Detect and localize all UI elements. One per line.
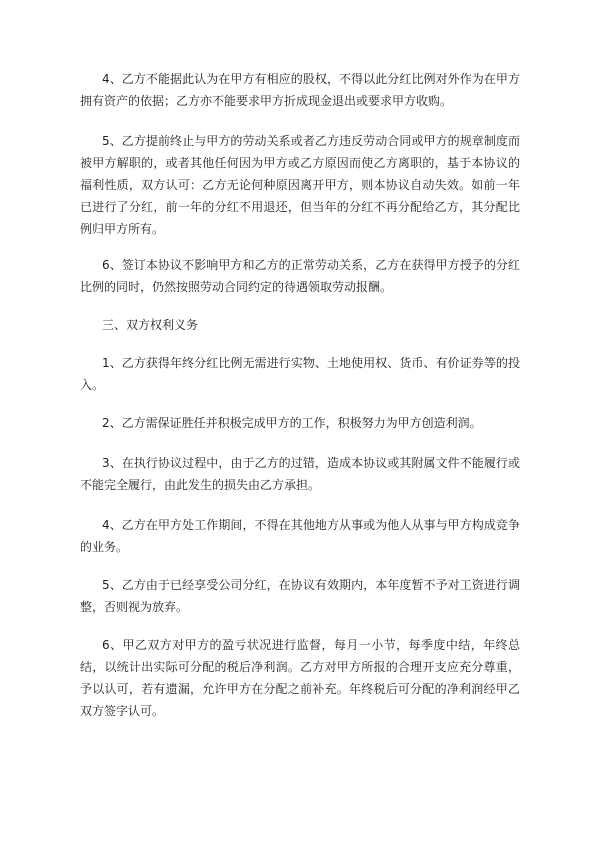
paragraph-clause-6: 6、签订本协议不影响甲方和乙方的正常劳动关系，乙方在获得甲方授予的分红比例的同时，仍然按照劳动合同约定的待遇领取劳动报酬。 [80, 258, 520, 294]
paragraph-right-2: 2、乙方需保证胜任并积极完成甲方的工作，积极努力为甲方创造利润。 [102, 416, 482, 430]
paragraph-right-4: 4、乙方在甲方处工作期间，不得在其他地方从事或为他人从事与甲方构成竞争的业务。 [80, 518, 520, 554]
paragraph-clause-5: 5、乙方提前终止与甲方的劳动关系或者乙方违反劳动合同或甲方的规章制度而被甲方解职的，或者其他任何因为甲方或乙方原因而使乙方离职的，基于本协议的福利性质，双方认可：乙方无论何种原因离开甲方，则本协议自动失效。如前一年已进行了分红，前一年的分红不用退还，但当年的分红不再分配给乙方，其分配比例归甲方所有。 [80, 134, 520, 236]
paragraph-right-1: 1、乙方获得年终分红比例无需进行实物、土地使用权、货币、有价证券等的投入。 [80, 356, 520, 392]
paragraph-right-3: 3、在执行协议过程中，由于乙方的过错，造成本协议或其附属文件不能履行或不能完全履行，由此发生的损失由乙方承担。 [80, 456, 520, 492]
paragraph-clause-4: 4、乙方不能据此认为在甲方有相应的股权，不得以此分红比例对外作为在甲方拥有资产的依据；乙方亦不能要求甲方折成现金退出或要求甲方收购。 [80, 72, 520, 108]
paragraph-right-5: 5、乙方由于已经享受公司分红，在协议有效期内，本年度暂不予对工资进行调整，否则视为放弃。 [80, 578, 520, 614]
section-heading: 三、双方权利义务 [102, 318, 199, 332]
paragraph-right-6: 6、甲乙双方对甲方的盈亏状况进行监督，每月一小节，每季度中结，年终总结，以统计出实际可分配的税后净利润。乙方对甲方所报的合理开支应充分尊重，予以认可，若有遗漏，允许甲方在分配之前补充。年终税后可分配的净利润经甲乙双方签字认可。 [80, 638, 520, 718]
